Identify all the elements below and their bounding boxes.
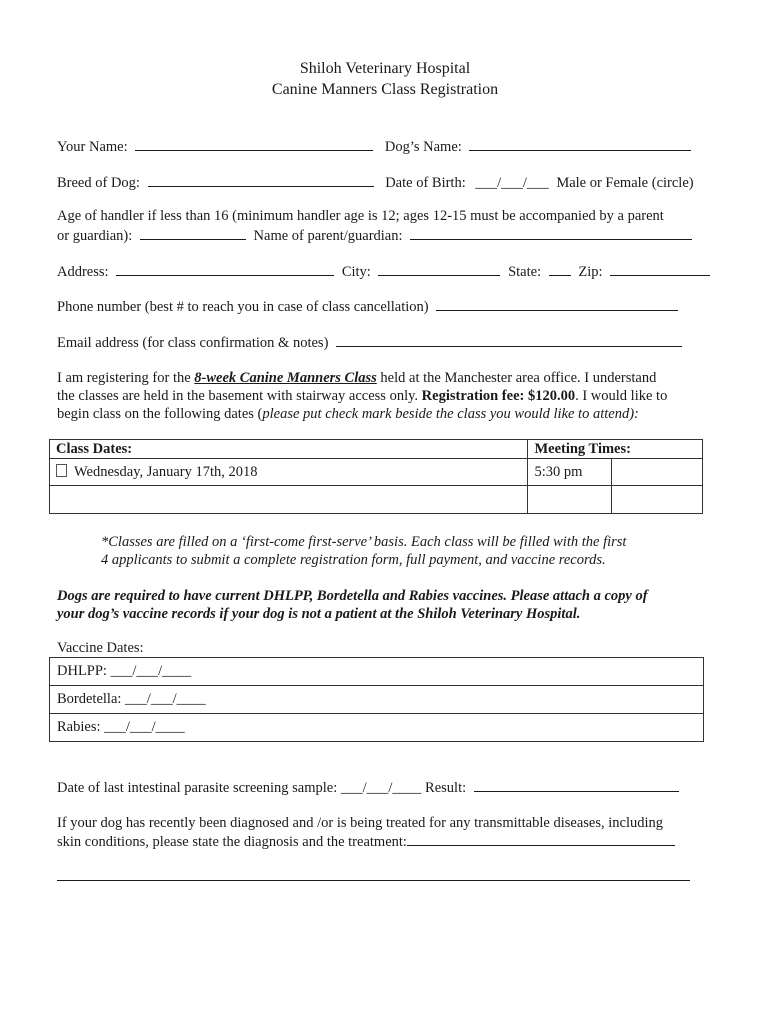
parasite-result-field[interactable] (474, 778, 679, 792)
form-title: Shiloh Veterinary Hospital (299, 60, 471, 77)
email-row (57, 333, 682, 352)
email-label: Email address (for class confirmation & notes) (57, 335, 329, 351)
vaccine-notice-line-2: your dog’s vaccine records if your dog is not a patient at the Shiloh Veterinary Hospital. (57, 606, 581, 622)
table-row (50, 486, 703, 514)
reg-text-3a: begin class on the following dates ( (57, 406, 263, 422)
form-subtitle: Canine Manners Class Registration (271, 81, 499, 98)
your-name-field[interactable] (135, 137, 373, 151)
city-field[interactable] (378, 262, 500, 276)
your-name-label: Your Name: (57, 139, 128, 155)
guardian-age-label: or guardian): (57, 228, 133, 244)
address-field[interactable] (116, 262, 334, 276)
class-dates-header: Class Dates: (50, 440, 528, 459)
parasite-row (57, 778, 679, 797)
empty-cell (528, 486, 611, 514)
handler-age-field[interactable] (140, 226, 246, 240)
checkbox-icon[interactable] (56, 464, 67, 477)
email-field[interactable] (336, 333, 682, 347)
reg-text-2b: . I would like to (575, 388, 668, 404)
table-row (50, 459, 703, 486)
phone-row (57, 297, 678, 316)
guardian-name-label: Name of parent/guardian: (253, 228, 403, 244)
empty-cell (611, 486, 702, 514)
guardian-name-field[interactable] (410, 226, 692, 240)
bordetella-row[interactable]: Bordetella: ___/___/____ (50, 685, 703, 713)
vaccine-box (49, 657, 704, 742)
note-line-1: *Classes are filled on a ‘first-come first-serve’ basis. Each class will be filled with the first (101, 534, 627, 550)
disease-field[interactable] (407, 832, 675, 846)
breed-row (57, 173, 694, 192)
phone-field[interactable] (436, 297, 678, 311)
reg-text-1b: held at the Manchester area office. I understand (376, 370, 657, 386)
state-field[interactable] (549, 262, 571, 276)
disease-paragraph (57, 814, 707, 851)
reg-text-3-italic: please put check mark beside the class you would like to attend): (262, 406, 639, 422)
breed-label: Breed of Dog: (57, 175, 140, 191)
disease-extra-line[interactable] (57, 880, 690, 881)
state-label: State: (508, 264, 542, 280)
empty-cell (611, 459, 702, 486)
class-date-cell: Wednesday, January 17th, 2018 (50, 459, 528, 486)
vaccine-notice-line-1: Dogs are required to have current DHLPP, Bordetella and Rabies vaccines. Please attach a copy of (57, 588, 648, 604)
dob-label: Date of Birth: (385, 175, 466, 191)
rabies-row[interactable]: Rabies: ___/___/____ (50, 713, 703, 741)
note-line-2: 4 applicants to submit a complete registration form, full payment, and vaccine records. (101, 552, 606, 568)
reg-text-2a: the classes are held in the basement with stairway access only. (57, 388, 422, 404)
city-label: City: (341, 264, 371, 280)
phone-label: Phone number (best # to reach you in case of class cancellation) (57, 299, 429, 315)
vaccine-dates-label: Vaccine Dates: (57, 640, 144, 656)
meeting-times-header: Meeting Times: (528, 440, 703, 459)
name-row (57, 137, 691, 156)
empty-cell (50, 486, 528, 514)
vaccine-notice (57, 587, 707, 623)
dob-field[interactable]: ___/___/___ (475, 175, 549, 191)
registration-paragraph (57, 369, 707, 423)
registration-fee: Registration fee: $120.00 (421, 388, 576, 404)
class-name: 8-week Canine Manners Class (194, 370, 377, 386)
class-time-cell: 5:30 pm (528, 459, 611, 486)
zip-field[interactable] (610, 262, 710, 276)
age-line1: Age of handler if less than 16 (minimum handler age is 12; ages 12-15 must be accompanied by a parent (57, 208, 664, 224)
dhlpp-row[interactable]: DHLPP: ___/___/____ (57, 663, 192, 679)
address-label: Address: (57, 264, 109, 280)
disease-line-2: skin conditions, please state the diagnosis and the treatment: (57, 834, 407, 850)
sex-label: Male or Female (circle) (556, 175, 694, 191)
dogs-name-field[interactable] (469, 137, 691, 151)
age-row (57, 226, 692, 245)
dogs-name-label: Dog’s Name: (384, 139, 462, 155)
breed-field[interactable] (148, 173, 374, 187)
class-note (101, 533, 701, 569)
zip-label: Zip: (578, 264, 603, 280)
disease-line-1: If your dog has recently been diagnosed and /or is being treated for any transmittable diseases, including (57, 815, 663, 831)
reg-text-1a: I am registering for the (57, 370, 195, 386)
address-row (57, 262, 710, 281)
parasite-label: Date of last intestinal parasite screening sample: ___/___/____ Result: (57, 780, 467, 796)
class-table (49, 439, 703, 514)
